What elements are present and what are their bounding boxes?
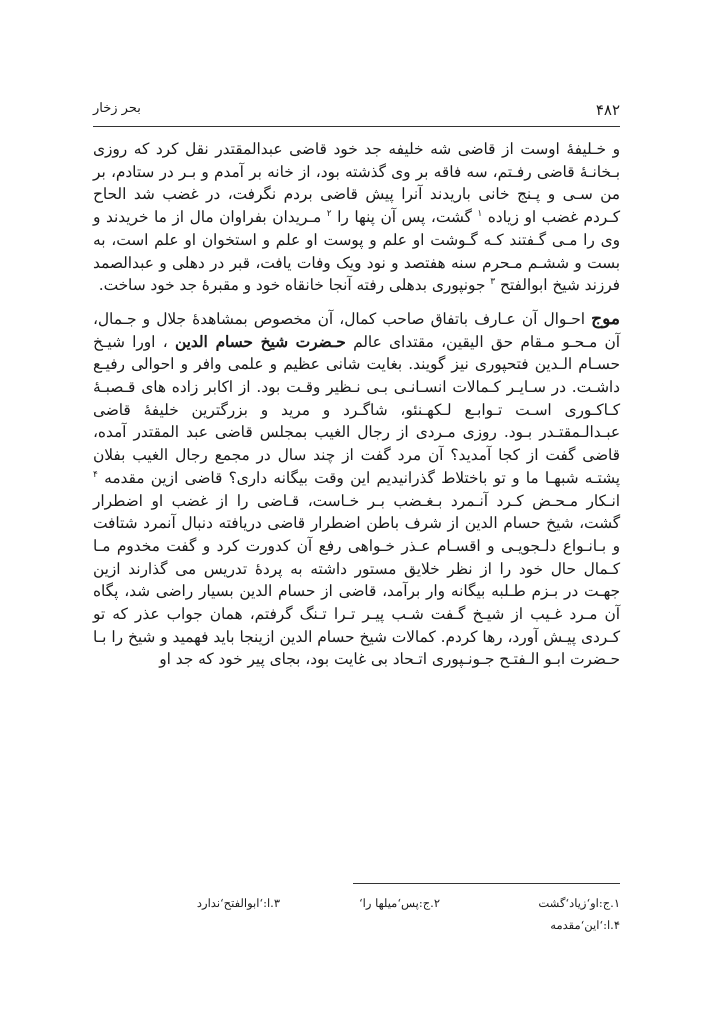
footnotes <box>93 892 620 936</box>
footnote-marker-1: ۱ <box>477 209 483 220</box>
paragraph-1-text-c: مـریدان بفراوان مال از ما خریدند و وی را مـی گـفتند کـه گـوشت او علم و پوست او علم و استخوان او علم است، به بست و ششـم مـحرم سنه هفتصد و نود ویک وفات یافت، قبر در دهلی و عبدالصمد فرزند شیخ ابوالفتح <box>93 208 620 295</box>
footnote-4: ۴.ا:‘این‘مقدمه <box>550 918 620 932</box>
paragraph-2-text-a: احـوال آن عـارف باتفاق صاحب کمال، آن مخصوص بمشاهدهٔ جلال و جـمال، آن مـحـو مـقام حق الیقین، مقتدای عالم <box>93 309 621 351</box>
footnote-1: ۱.ج:او‘زیاد‘گشت <box>538 896 620 910</box>
paragraph-1-text-d: جونپوری بدهلی رفته آنجا خانقاه خود و مقبرهٔ جد خود ساخت. <box>98 276 486 295</box>
paragraph-1-text-a: و خـلیفهٔ اوست از قاضی شه خلیفه جد خود قاضی عبدالمقتدر نقل کرد که روزی بـخانـهٔ قاضی رفـتم، سه فاقه بر وی گذشته بود، از خانه بر آمدم و بـر در ستادم، بر من سـی و پـنج خانی باریدند آنرا پیش قاضی بردم نگرفت، در غضب شد الحاح کـردم غضب او زیاده <box>93 140 620 227</box>
footnote-marker-3: ۳ <box>490 277 496 288</box>
footnote-row-1 <box>93 892 620 914</box>
footnote-row-2 <box>93 914 620 936</box>
body-text <box>93 138 620 671</box>
header-rule <box>93 126 620 127</box>
paragraph-1 <box>93 138 620 297</box>
footnote-marker-2: ۲ <box>326 209 332 220</box>
page-header <box>93 101 620 123</box>
paragraph-2 <box>93 308 620 671</box>
paragraph-2-text-c: انـکار مـحـض کـرد آنـمرد بـغـضب بـر خـاست، قـاضی را از غضب او اضطرار گشت، شیخ حسام الدین از شرف باطن اضطرار قاضی دریافته دنبال آنمرد شتافت و بـانـواع دلـجویـی و اقسـام عـذر خـواهی رفع آن کدورت کرد و گفت مخدوم مـا کـمال حال خود را از نظر خلایق مستور داشته به پردهٔ تدریس می گذارند ازین جهـت در بـزم طـلبه بیگانه وار برآمد، قاضی از حسام الدین بسیار راضی شد، پگاه آن مـرد غـیب از شیـخ گـفت شـب پیـر تـرا تـنگ گرفتم، همان جواب عذر که تو کـردی پیـش آورد، رها کردم. کمالات شیخ حسام الدین ازینجا باید فهمید و شیخ را بـا حـضرت ابـو الـفتـح جـونـپوری اتـحاد بی غایت بود، بجای پیر خود که جد او <box>93 491 620 669</box>
running-title: بحر زخار <box>93 101 141 116</box>
bold-name: حـضرت شیخ حسام الدین <box>174 332 346 351</box>
footnote-3: ۳.ا:‘ابوالفتح‘ندارد <box>196 896 280 910</box>
paragraph-1-text-b: گشت، پس آن پنها را <box>337 208 472 227</box>
footnote-marker-4: ۴ <box>93 469 98 480</box>
footnote-2: ۲.ج:پس‘میلها را‘ <box>359 896 440 910</box>
section-lead-word: موج <box>591 308 620 329</box>
page-number: ۴۸۲ <box>595 101 620 119</box>
paragraph-2-text-b: ، اورا شیـخ حسـام الـدین فتحپوری نیز گویند. بغایت شانی عظیم و علمی وافر و احوالی رفیـع داشـت. در سـایـر کـمالات انسـانـی بـی نـظیر وقـت بود. از اکابر زاده های قـصبـهٔ کـاکـوری اسـت تـوابـع لـکهـنئو، شاگـرد و مرید و بزرگترین خلیفهٔ قاضی عبـدالـمقتـدر بـود. روزی مـردی از رجال الغیب بمجلس قاضی عبد المقتدر آمده، قاضی گفت از کجا آمدید؟ آن مرد گفت از چند سال در مجمع رجال الغیب بفلان پشتـه شبهـا ما و تو باختلاط گذرانیدیم این وقت بیگانه داری؟ قاضی ازین مقدمه <box>93 332 620 487</box>
footnote-rule <box>353 883 620 884</box>
